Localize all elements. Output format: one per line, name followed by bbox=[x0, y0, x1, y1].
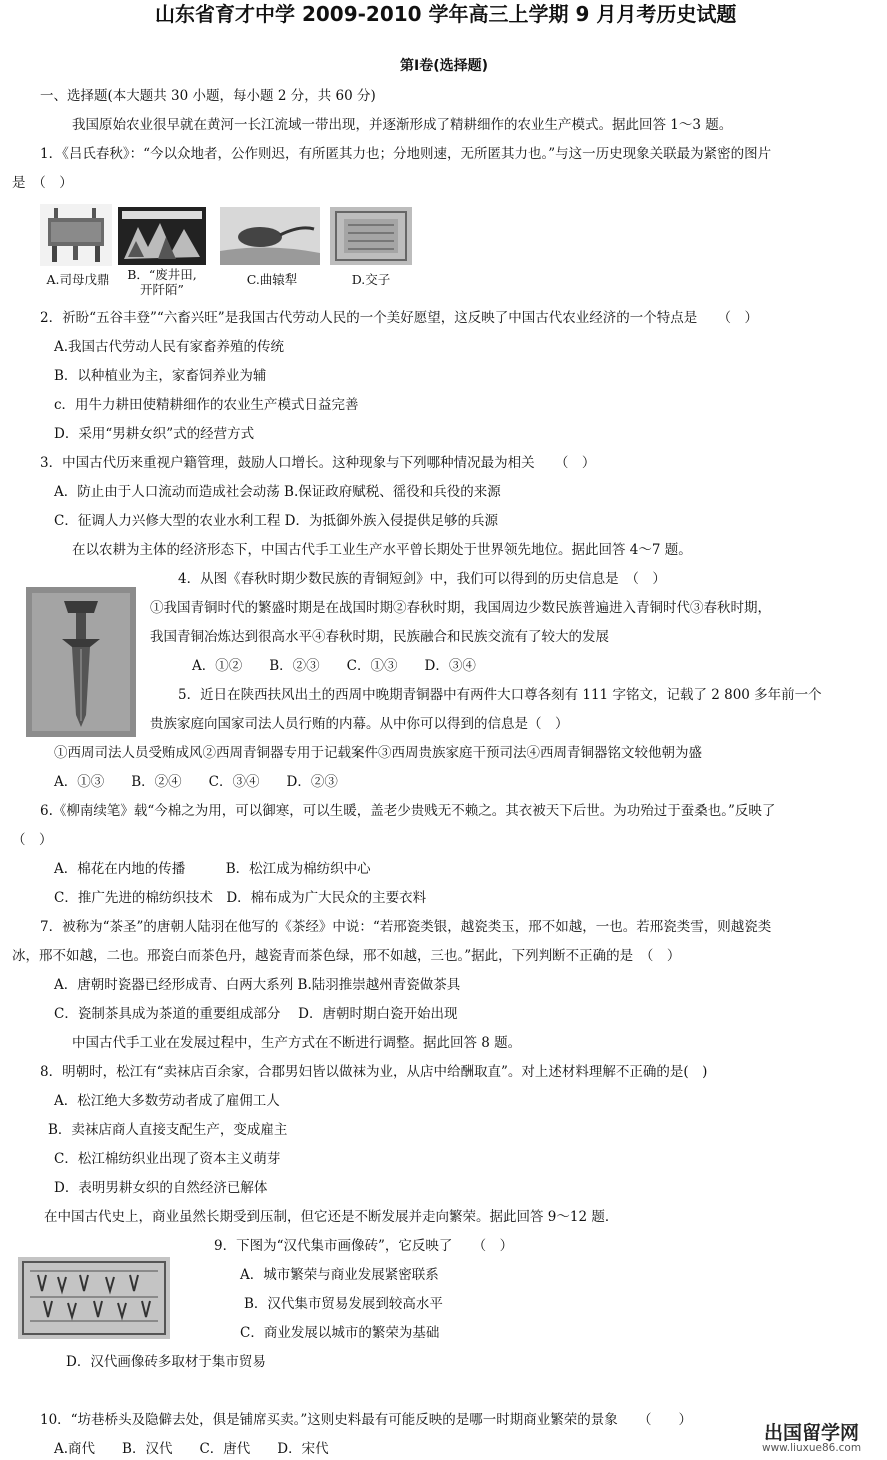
watermark-logo: 出国留学网 bbox=[764, 1422, 860, 1444]
jiaozi-note-image bbox=[330, 207, 412, 265]
question-2: 2．祈盼“五谷丰登”“六畜兴旺”是我国古代劳动人民的一个美好愿望，这反映了中国古代农业经济的一个特点是 （ ） bbox=[40, 310, 758, 326]
option-8b: B．卖袜店商人直接支配生产，变成雇主 bbox=[48, 1122, 288, 1138]
options-6ab: A．棉花在内地的传播 B．松江成为棉纺织中心 bbox=[54, 861, 371, 877]
intro-q9-12: 在中国古代史上，商业虽然长期受到压制，但它还是不断发展并走向繁荣。据此回答 9～12 题． bbox=[44, 1209, 619, 1225]
intro-q1-3: 我国原始农业很早就在黄河一长江流域一带出现，并逐渐形成了精耕细作的农业生产模式。据此回答 1～3 题。 bbox=[72, 117, 733, 133]
option-2a: A.我国古代劳动人民有家畜养殖的传统 bbox=[54, 339, 285, 355]
han-market-brick-image bbox=[18, 1257, 170, 1339]
options-7ab: A．唐朝时瓷器已经形成青、白两大系列 B.陆羽推崇越州青瓷做茶具 bbox=[54, 977, 461, 993]
option-2c: c．用牛力耕田使精耕细作的农业生产模式日益完善 bbox=[54, 397, 359, 413]
intro-q8: 中国古代手工业在发展过程中，生产方式在不断进行调整。据此回答 8 题。 bbox=[72, 1035, 522, 1051]
option-2b: B．以种植业为主，家畜饲养业为辅 bbox=[54, 368, 267, 384]
question-6: 6.《柳南续笔》载“今棉之为用，可以御寒，可以生暖，盖老少贵贱无不赖之。其衣被天下后世。为功殆过于蚕桑也。”反映了 bbox=[40, 803, 776, 819]
option-8a: A．松江绝大多数劳动者成了雇佣工人 bbox=[54, 1093, 280, 1109]
question-9: 9．下图为“汉代集市画像砖”，它反映了 （ ） bbox=[214, 1238, 514, 1254]
question-4: 4．从图《春秋时期少数民族的青铜短剑》中，我们可以得到的历史信息是 （ ） bbox=[178, 571, 666, 587]
page-title: 山东省育才中学 2009-2010 学年高三上学期 9 月月考历史试题 bbox=[155, 2, 737, 26]
bronze-dagger-image bbox=[26, 587, 136, 737]
question-4-statements: ①我国青铜时代的繁盛时期是在战国时期②春秋时期，我国周边少数民族普遍进入青铜时代③春秋时期， bbox=[150, 600, 771, 616]
options-3ab: A．防止由于人口流动而造成社会动荡 B.保证政府赋税、徭役和兵役的来源 bbox=[54, 484, 501, 500]
ding-vessel-image bbox=[40, 204, 112, 266]
image-c-caption: C.曲辕犁 bbox=[246, 272, 298, 287]
section-heading: 第Ⅰ卷(选择题) bbox=[400, 58, 489, 74]
options-6cd: C．推广先进的棉纺织技术 D．棉布成为广大民众的主要衣料 bbox=[54, 890, 427, 906]
question-7: 7．被称为“茶圣”的唐朝人陆羽在他写的《茶经》中说：“若邢瓷类银，越瓷类玉，邢不如越，一也。若邢瓷类雪，则越瓷类 bbox=[40, 919, 772, 935]
options-3cd: C．征调人力兴修大型的农业水利工程 D．为抵御外族入侵提供足够的兵源 bbox=[54, 513, 498, 529]
option-9c: C．商业发展以城市的繁荣为基础 bbox=[240, 1325, 440, 1341]
question-1-cont: 是 （ ） bbox=[12, 175, 73, 191]
question-10: 10．“坊巷桥头及隐僻去处，俱是铺席买卖。”这则史料最有可能反映的是哪一时期商业繁荣的景象 （ ） bbox=[40, 1412, 692, 1428]
jingtian-woodcut-image bbox=[118, 207, 206, 265]
part-intro: 一、选择题(本大题共 30 小题，每小题 2 分，共 60 分) bbox=[40, 88, 376, 104]
question-4-statements-cont: 我国青铜冶炼达到很高水平④春秋时期，民族融合和民族交流有了较大的发展 bbox=[150, 629, 609, 645]
option-8d: D．表明男耕女织的自然经济已解体 bbox=[54, 1180, 268, 1196]
option-2d: D．采用“男耕女织”式的经营方式 bbox=[54, 426, 255, 442]
question-7-cont: 冰，邢不如越，二也。邢瓷白而茶色丹，越瓷青而茶色绿，邢不如越，三也。”据此，下列判断不正确的是 （ ） bbox=[12, 948, 681, 964]
question-6-cont: （ ） bbox=[12, 832, 53, 848]
image-d-caption: D.交子 bbox=[351, 272, 391, 287]
question-5: 5．近日在陕西扶风出土的西周中晚期青铜器中有两件大口尊各刻有 111 字铭文，记载了 2 800 多年前一个 bbox=[178, 687, 822, 703]
option-8c: C．松江棉纺织业出现了资本主义萌芽 bbox=[54, 1151, 281, 1167]
options-4: A．①② B．②③ C．①③ D．③④ bbox=[192, 658, 476, 674]
image-a-caption: A.司母戊鼎 bbox=[46, 272, 110, 287]
curved-plough-image bbox=[220, 207, 320, 265]
intro-q4-7: 在以农耕为主体的经济形态下，中国古代手工业生产水平曾长期处于世界领先地位。据此回答 4～7 题。 bbox=[72, 542, 692, 558]
option-9d: D．汉代画像砖多取材于集市贸易 bbox=[66, 1354, 266, 1370]
question-5-statements: ①西周司法人员受贿成风②西周青铜器专用于记载案件③西周贵族家庭干预司法④西周青铜器铭文较他朝为盛 bbox=[54, 745, 702, 761]
image-b-caption-line2: 开阡陌” bbox=[140, 282, 184, 297]
image-b-caption: B．“废井田, bbox=[127, 267, 197, 282]
question-1: 1．《吕氏春秋》：“今以众地者，公作则迟，有所匿其力也；分地则速，无所匿其力也。”与这一历史现象关联最为紧密的图片 bbox=[40, 146, 772, 162]
options-5: A．①③ B．②④ C．③④ D．②③ bbox=[54, 774, 338, 790]
option-9b: B．汉代集市贸易发展到较高水平 bbox=[244, 1296, 443, 1312]
question-5-cont: 贵族家庭向国家司法人员行贿的内幕。从中你可以得到的信息是（ ） bbox=[150, 716, 569, 732]
question-3: 3．中国古代历来重视户籍管理，鼓励人口增长。这种现象与下列哪种情况最为相关 （ ） bbox=[40, 455, 596, 471]
options-10: A.商代 B．汉代 C．唐代 D．宋代 bbox=[54, 1441, 329, 1457]
question-8: 8．明朝时，松江有“卖袜店百余家，合郡男妇皆以做袜为业，从店中给酬取直”。对上述材料理解不正确的是( ) bbox=[40, 1064, 708, 1080]
option-9a: A．城市繁荣与商业发展紧密联系 bbox=[240, 1267, 439, 1283]
options-7cd: C．瓷制茶具成为茶道的重要组成部分 D．唐朝时期白瓷开始出现 bbox=[54, 1006, 458, 1022]
watermark-url: www.liuxue86.com bbox=[762, 1442, 862, 1454]
